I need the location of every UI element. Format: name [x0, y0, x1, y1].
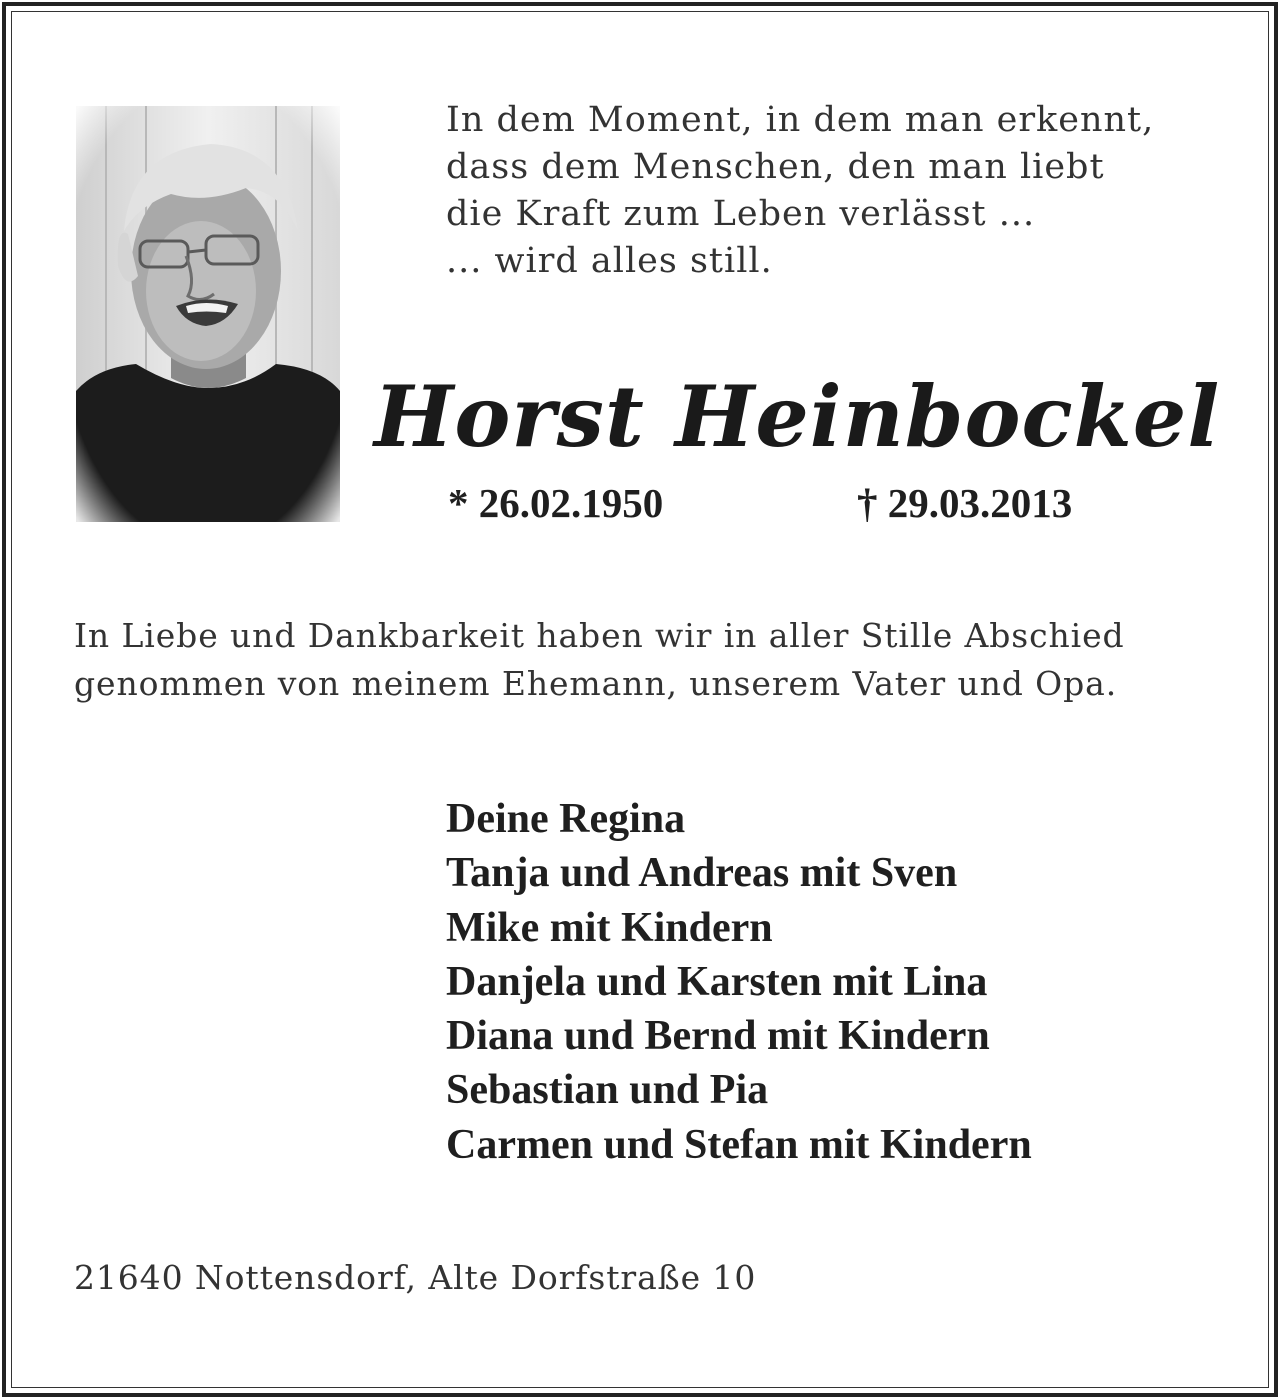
- poem: [446, 97, 1154, 285]
- poem-line: ... wird alles still.: [446, 241, 773, 281]
- address: 21640 Nottensdorf, Alte Dorfstraße 10: [74, 1258, 757, 1297]
- family-member: Deine Regina: [446, 796, 686, 842]
- family-member: Carmen und Stefan mit Kindern: [446, 1121, 1032, 1168]
- family-member: Danjela und Karsten mit Lina: [446, 958, 988, 1005]
- family-list: [446, 792, 1032, 1172]
- deceased-name: Horst Heinbockel: [374, 367, 1221, 466]
- poem-line: In dem Moment, in dem man erkennt,: [446, 100, 1155, 140]
- farewell-line: genommen von meinem Ehemann, unserem Vater und Opa.: [74, 664, 1118, 703]
- family-member: Tanja und Andreas mit Sven: [446, 850, 958, 897]
- farewell-text: [74, 612, 1125, 708]
- portrait-photo: [76, 106, 340, 522]
- farewell-line: In Liebe und Dankbarkeit haben wir in aller Stille Abschied: [74, 616, 1125, 655]
- family-member: Mike mit Kindern: [446, 904, 773, 951]
- family-member: Sebastian und Pia: [446, 1067, 769, 1114]
- poem-line: die Kraft zum Leben verlässt ...: [446, 194, 1036, 234]
- family-member: Diana und Bernd mit Kindern: [446, 1013, 990, 1060]
- death-date: † 29.03.2013: [857, 480, 1073, 526]
- birth-date: * 26.02.1950: [448, 480, 664, 526]
- poem-line: dass dem Menschen, den man liebt: [446, 147, 1105, 187]
